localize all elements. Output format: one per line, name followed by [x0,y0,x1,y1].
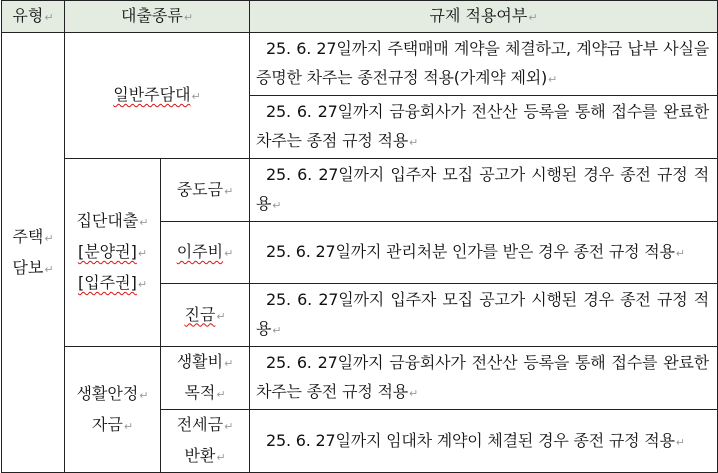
regulation-desc-text: 25. 6. 27일까지 입주자 모집 공고가 시행된 경우 종전 규정 적용 [256,165,710,213]
loan-kind-general-label: 일반주담대 [113,85,191,104]
paragraph-mark-icon: ↵ [408,387,419,400]
sub-kind-label: 진금 [184,304,216,324]
regulation-desc-text: 25. 6. 27일까지 주택매매 계약을 체결하고, 계약금 납부 사실을 증명한 차주는 종전규정 적용(가계약 제외) [256,39,710,87]
regulation-desc [250,410,718,473]
loan-kind-group-line1: 집단대출 [76,211,139,230]
type-label-line1: 주택 [12,226,44,246]
sub-kind-label: 중도금 [176,179,224,199]
paragraph-mark-icon: ↵ [528,11,538,24]
paragraph-mark-icon: ↵ [216,451,226,464]
sub-kind-cell [161,410,250,473]
paragraph-mark-icon: ↵ [44,231,54,245]
sub-kind-cell [161,347,250,410]
paragraph-mark-icon: ↵ [675,247,685,260]
regulation-desc-text: 25. 6. 27일까지 금융회사가 전산산 등록을 통해 접수를 완료한 차주는 종점 규정 적용 [256,102,710,150]
table-header-row [2,1,718,33]
paragraph-mark-icon: ↵ [44,11,54,24]
header-loan-kind-label: 대출종류 [120,6,183,25]
paragraph-mark-icon: ↵ [139,388,149,402]
header-regulation-label: 규제 적용여부 [429,6,528,25]
loan-kind-living-line1: 생활안정 [76,383,139,403]
regulation-desc-text: 25. 6. 27일까지 관리처분 인가를 받은 경우 종전 규정 적용 [266,242,675,261]
paragraph-mark-icon: ↵ [224,420,234,433]
regulation-desc [250,347,718,410]
sub-kind-label-line1: 전세금 [176,415,224,434]
paragraph-mark-icon: ↵ [123,419,134,433]
paragraph-mark-icon: ↵ [548,73,558,86]
paragraph-mark-icon: ↵ [137,247,148,260]
sub-kind-label-line1: 생활비 [176,352,224,371]
paragraph-mark-icon: ↵ [408,136,419,149]
header-loan-kind [65,1,250,33]
regulation-desc [250,33,718,96]
loan-kind-living [65,347,161,473]
type-label-line2: 담보 [12,257,44,277]
sub-kind-label-line2: 목적 [184,383,216,402]
loan-kind-group [65,159,161,347]
paragraph-mark-icon: ↵ [224,357,234,370]
sub-kind-cell [161,284,250,347]
paragraph-mark-icon: ↵ [272,324,282,337]
loan-kind-group-line3: [입주권] [77,273,137,292]
regulation-desc-text: 25. 6. 27일까지 임대차 계약이 체결된 경우 종전 규정 적용 [266,430,675,450]
header-regulation [250,1,718,33]
sub-kind-label-line2: 반환 [184,446,216,465]
loan-kind-general [65,33,250,159]
table-row [2,347,718,410]
regulation-desc-text: 25. 6. 27일까지 금융회사가 전산산 등록을 통해 접수를 완료한 차주는 종전 규정 적용 [256,353,710,401]
loan-kind-group-line2: [분양권] [77,242,137,261]
regulation-desc [250,222,718,284]
type-cell [2,33,65,473]
paragraph-mark-icon: ↵ [216,309,226,323]
paragraph-mark-icon: ↵ [675,435,685,449]
paragraph-mark-icon: ↵ [216,388,226,401]
sub-kind-cell [161,159,250,222]
paragraph-mark-icon: ↵ [183,11,194,24]
paragraph-mark-icon: ↵ [191,90,201,103]
paragraph-mark-icon: ↵ [44,262,54,276]
regulation-desc [250,284,718,347]
paragraph-mark-icon: ↵ [139,216,149,229]
regulation-table [1,0,718,473]
paragraph-mark-icon: ↵ [137,278,148,291]
paragraph-mark-icon: ↵ [272,199,282,212]
header-type [2,1,65,33]
header-type-label: 유형 [12,6,44,25]
table-row [2,159,718,222]
sub-kind-cell [161,222,250,284]
paragraph-mark-icon: ↵ [224,184,234,198]
paragraph-mark-icon: ↵ [224,247,234,260]
regulation-desc [250,96,718,159]
sub-kind-label: 이주비 [176,242,224,261]
regulation-desc [250,159,718,222]
loan-kind-living-line2: 자금 [91,414,123,434]
regulation-desc-text: 25. 6. 27일까지 입주자 모집 공고가 시행된 경우 종전 규정 적용 [256,290,710,338]
table-row [2,33,718,96]
